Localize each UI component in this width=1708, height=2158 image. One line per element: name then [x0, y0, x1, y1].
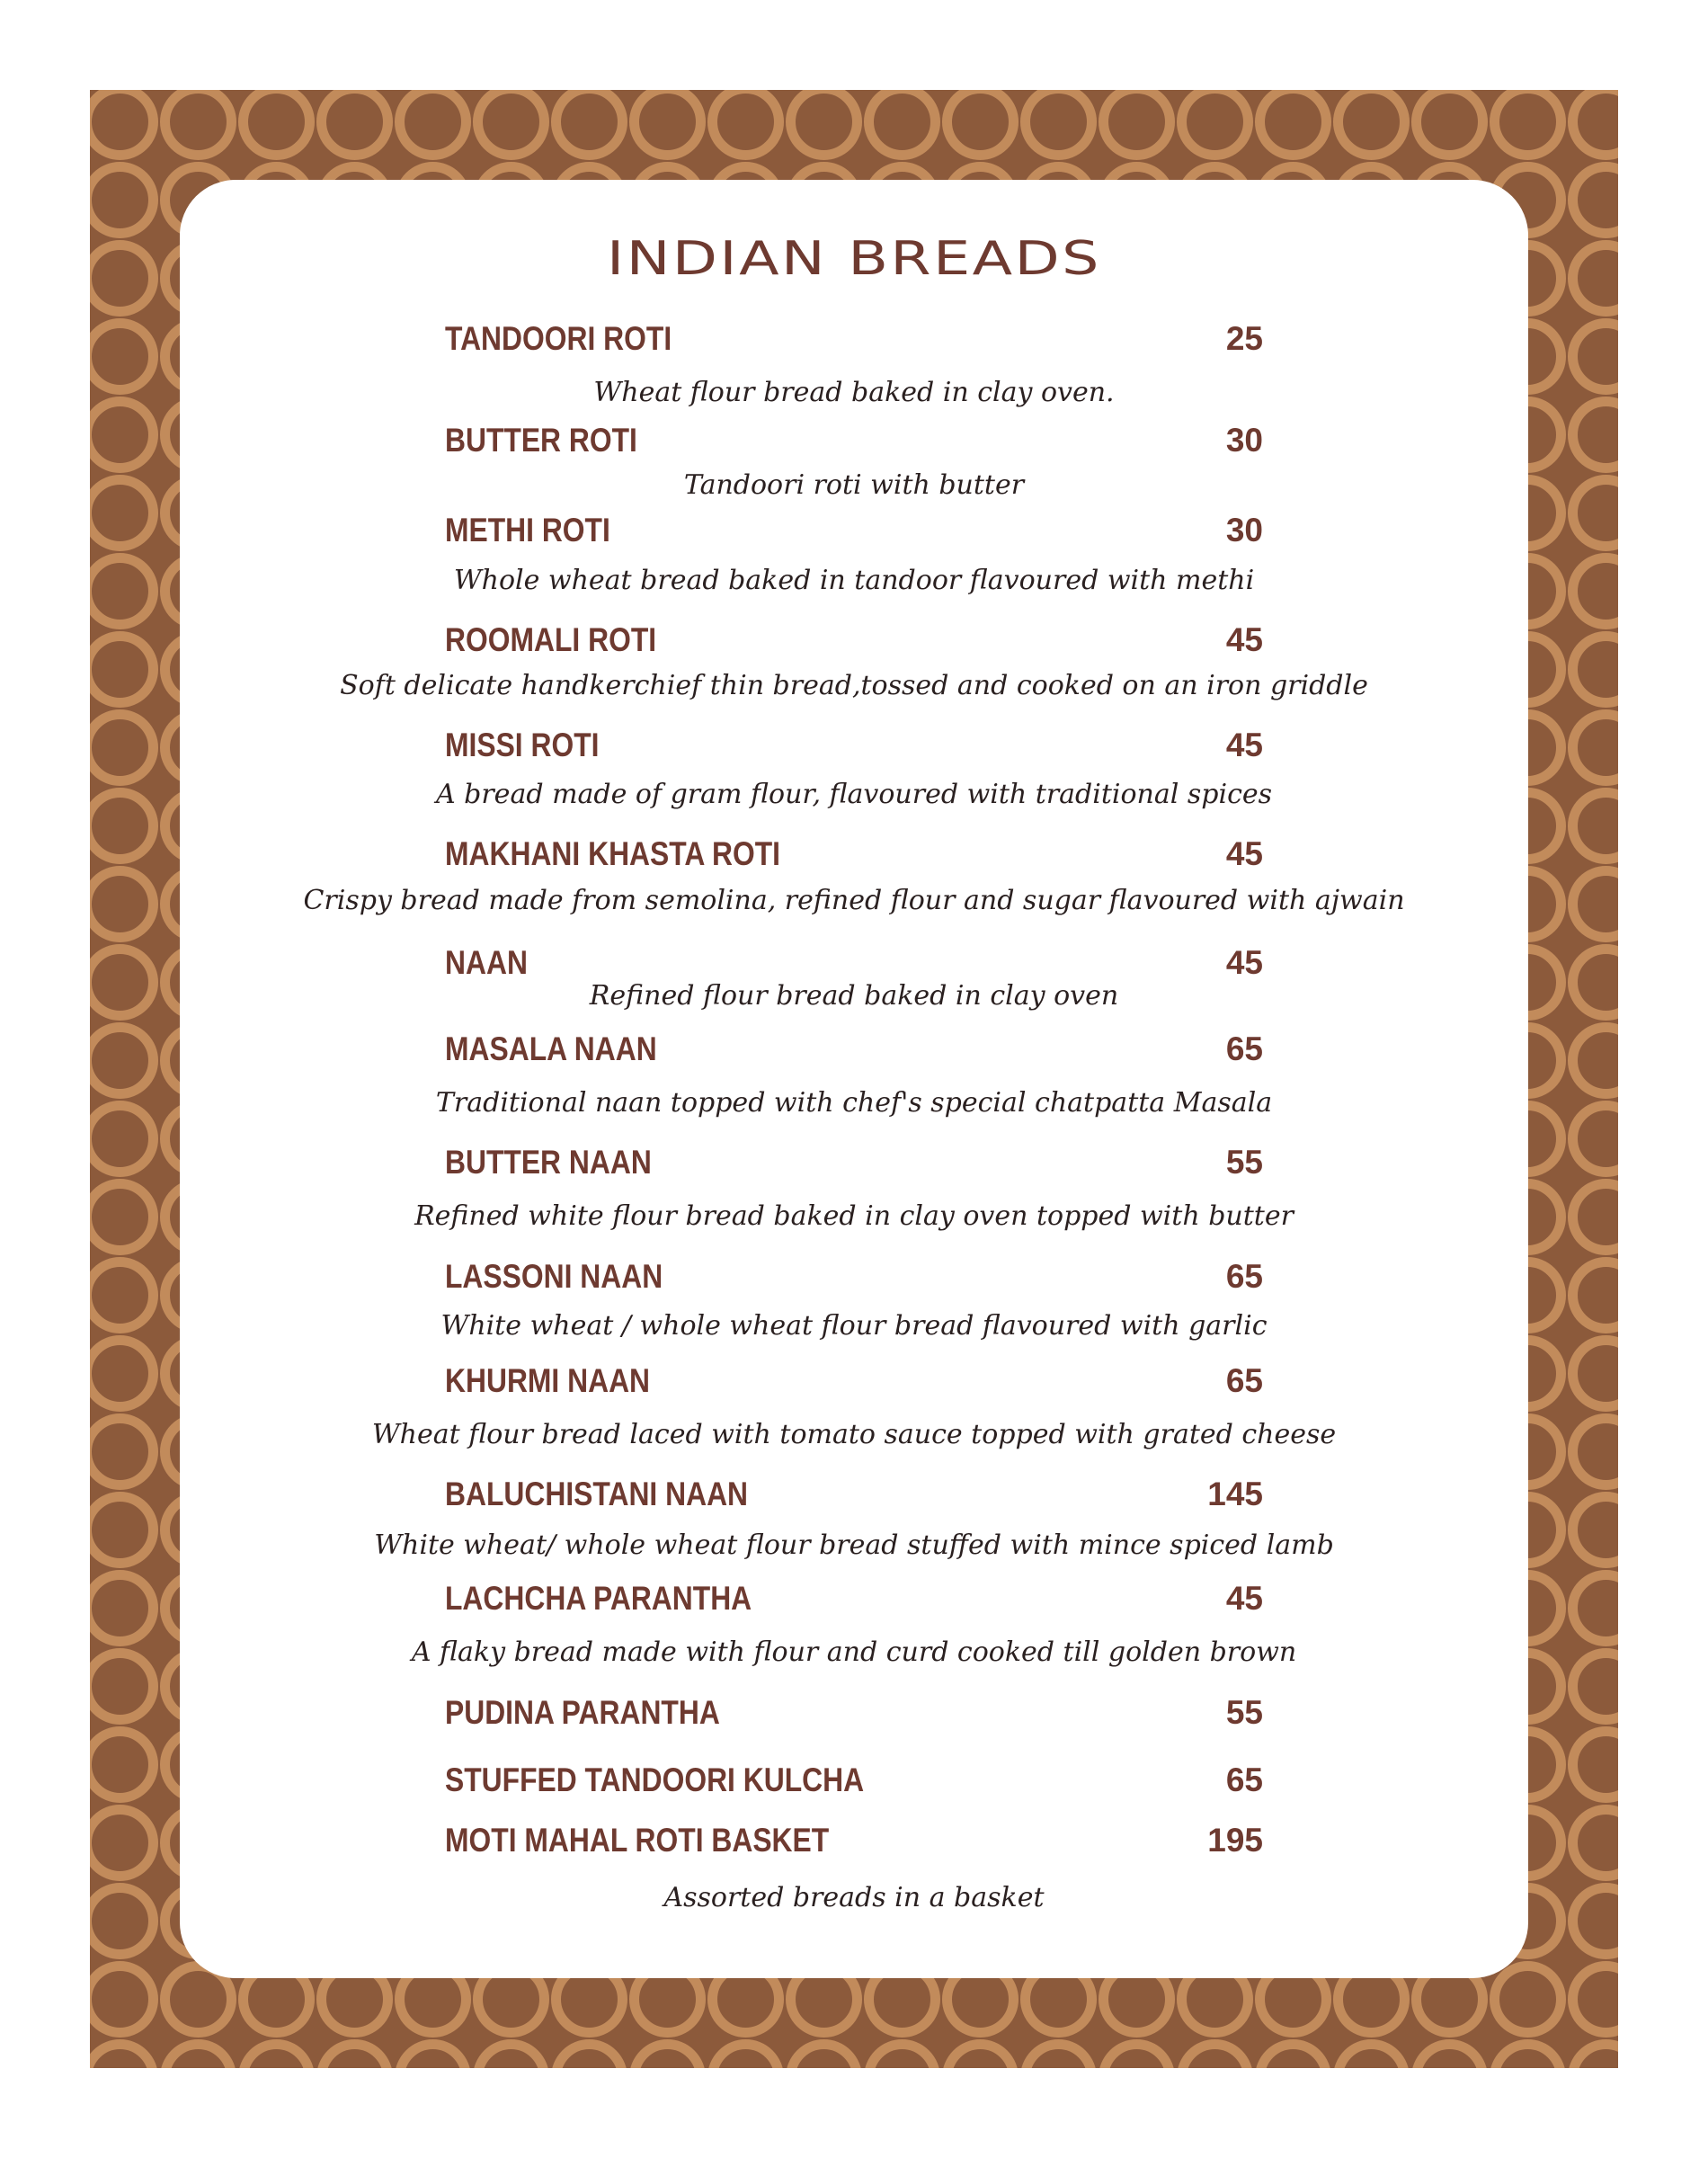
item-description: Traditional naan topped with chef's special chatpatta Masala	[435, 1087, 1273, 1119]
item-description: Wheat flour bread laced with tomato sauce topped with grated cheese	[371, 1419, 1337, 1450]
item-price: 30	[1225, 512, 1263, 548]
item-name: LASSONI NAAN	[445, 1258, 663, 1295]
item-description: Crispy bread made from semolina, refined flour and sugar flavoured with ajwain	[303, 885, 1405, 916]
item-name: MAKHANI KHASTA ROTI	[445, 835, 780, 872]
item-description: White wheat / whole wheat flour bread flavoured with garlic	[440, 1310, 1268, 1342]
item-name: METHI ROTI	[445, 512, 610, 548]
item-price: 145	[1207, 1476, 1263, 1512]
item-name: BUTTER NAAN	[445, 1144, 652, 1181]
item-price: 45	[1225, 944, 1263, 981]
menu-card	[180, 180, 1528, 1978]
item-name: STUFFED TANDOORI KULCHA	[445, 1761, 865, 1798]
item-name: MASALA NAAN	[445, 1030, 657, 1067]
item-name: LACHCHA PARANTHA	[445, 1580, 752, 1617]
item-name: KHURMI NAAN	[445, 1362, 651, 1399]
item-price: 45	[1225, 621, 1263, 658]
item-name: TANDOORI ROTI	[445, 320, 672, 357]
item-description: A bread made of gram flour, flavoured with traditional spices	[435, 779, 1273, 810]
item-name: BUTTER ROTI	[445, 422, 637, 459]
page-title: INDIAN BREADS	[607, 232, 1101, 286]
item-description: Refined white flour bread baked in clay oven topped with butter	[414, 1200, 1294, 1232]
item-price: 65	[1225, 1030, 1263, 1067]
item-description: Whole wheat bread baked in tandoor flavoured with methi	[453, 565, 1255, 596]
item-description: A flaky bread made with flour and curd cooked till golden brown	[411, 1636, 1297, 1668]
item-name: MOTI MAHAL ROTI BASKET	[445, 1822, 830, 1859]
item-price: 30	[1225, 422, 1263, 459]
item-name: MISSI ROTI	[445, 727, 600, 763]
item-price: 45	[1225, 835, 1263, 872]
item-price: 65	[1225, 1761, 1263, 1798]
item-price: 45	[1225, 1580, 1263, 1617]
item-price: 55	[1225, 1144, 1263, 1181]
item-name: ROOMALI ROTI	[445, 621, 657, 658]
item-price: 65	[1225, 1258, 1263, 1295]
item-price: 195	[1207, 1822, 1263, 1859]
item-name: BALUCHISTANI NAAN	[445, 1476, 749, 1512]
item-description: Tandoori roti with butter	[683, 469, 1025, 501]
item-price: 45	[1225, 727, 1263, 763]
item-price: 25	[1225, 320, 1263, 357]
item-name: PUDINA PARANTHA	[445, 1694, 720, 1731]
item-name: NAAN	[445, 944, 528, 981]
item-price: 65	[1225, 1362, 1263, 1399]
item-description: Soft delicate handkerchief thin bread,tossed and cooked on an iron griddle	[340, 670, 1368, 701]
item-description: Wheat flour bread baked in clay oven.	[593, 377, 1115, 408]
item-description: Assorted breads in a basket	[663, 1882, 1045, 1913]
item-description: White wheat/ whole wheat flour bread stuffed with mince spiced lamb	[374, 1529, 1334, 1561]
item-price: 55	[1225, 1694, 1263, 1731]
item-description: Refined flour bread baked in clay oven	[589, 980, 1119, 1012]
